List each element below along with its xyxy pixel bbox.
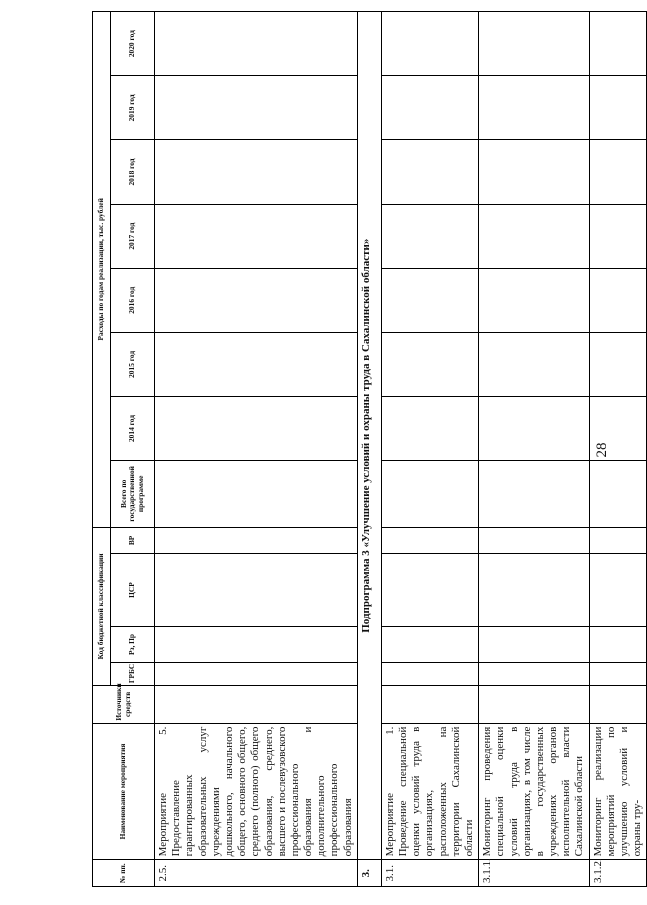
header-csr: ЦСР bbox=[111, 554, 155, 627]
row-name: Мониторинг реализации мероприятий по улучшению условий и охраны тру- bbox=[589, 723, 647, 860]
table-row bbox=[357, 12, 381, 887]
header-rz-pr: Рз, Пр bbox=[111, 626, 155, 662]
header-year: 2015 год bbox=[111, 332, 155, 396]
header-year: 2020 год bbox=[111, 12, 155, 76]
header-num: № пп. bbox=[93, 860, 155, 887]
row-number: 3.1.1. bbox=[479, 860, 590, 887]
header-year: 2014 год bbox=[111, 396, 155, 460]
header-year: 2017 год bbox=[111, 204, 155, 268]
table-row bbox=[155, 12, 358, 887]
row-number: 2.5. bbox=[155, 860, 358, 887]
table-row bbox=[589, 12, 647, 887]
header-year: 2016 год bbox=[111, 268, 155, 332]
header-year: 2018 год bbox=[111, 140, 155, 204]
row-number: 3.1. bbox=[381, 860, 478, 887]
header-year: 2019 год bbox=[111, 76, 155, 140]
table-row bbox=[479, 12, 590, 887]
row-name: Мероприятие 1. Проведение специальной оценки условий труда в организациях, расположенных на территории Сахалинской области bbox=[381, 723, 478, 860]
table-row bbox=[381, 12, 478, 887]
header-budget-code: Код бюджетной классификации bbox=[93, 527, 111, 686]
budget-table bbox=[92, 11, 647, 887]
page-number: 28 bbox=[594, 442, 610, 458]
row-name: Мероприятие 5. Предоставление гарантированных образовательных услуг учреждениями дошкольного, начального общего, основного общего, среднего (полного) общего образования, среднего, высшего и послевузовского профессионального образования и дополнительного профессионального образования bbox=[155, 723, 358, 860]
row-number: 3. bbox=[357, 860, 381, 887]
subprogram-title: Подпрограмма 3 «Улучшение условий и охраны труда в Сахалинской области» bbox=[357, 12, 381, 860]
header-expenses: Расходы по годам реализации, тыс. рублей bbox=[93, 12, 111, 528]
row-name: Мониторинг проведения специальной оценки условий труда в организациях, в том числе в государственных учреждениях органов исполнительной власти Сахалинской области bbox=[479, 723, 590, 860]
row-number: 3.1.2. bbox=[589, 860, 647, 887]
header-grbs: ГРБС bbox=[111, 663, 155, 686]
header-vr: ВР bbox=[111, 527, 155, 554]
header-name: Наименование мероприятия bbox=[93, 723, 155, 860]
header-total: Всего по государственной программе bbox=[111, 461, 155, 528]
header-source: Источники средств bbox=[93, 686, 155, 724]
